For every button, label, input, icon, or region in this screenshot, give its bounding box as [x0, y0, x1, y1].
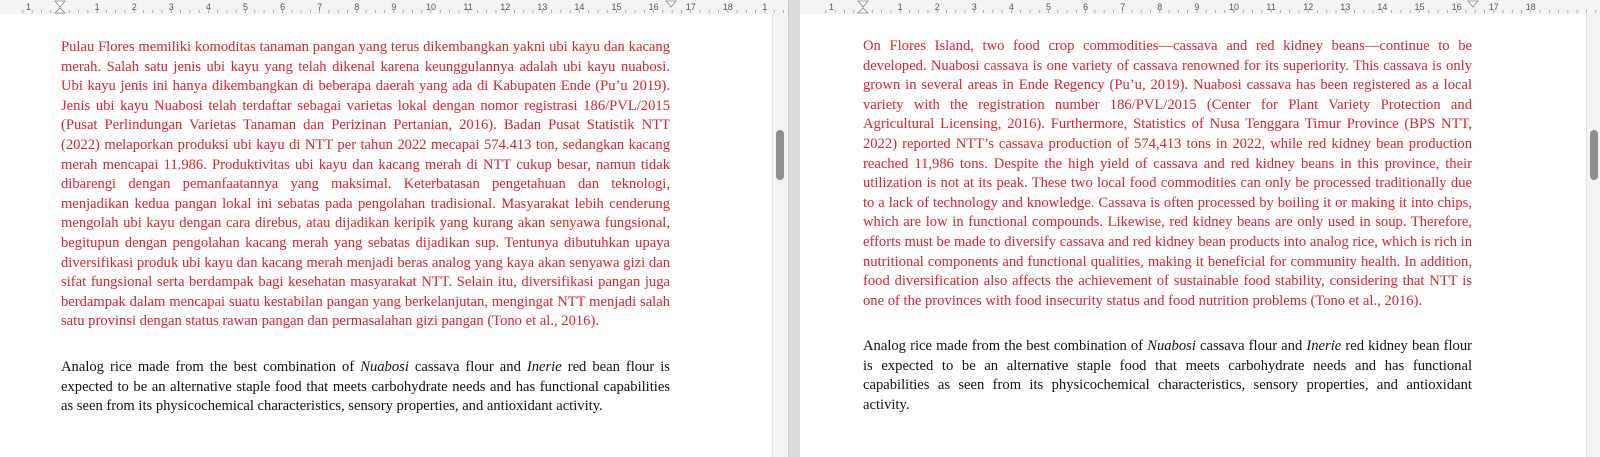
left-indent-marker — [55, 1, 65, 7]
ruler-number: 1 — [94, 2, 100, 12]
left-indent-marker — [858, 1, 868, 7]
ruler-number: 5 — [242, 2, 249, 12]
ruler-number: 18 — [1525, 2, 1536, 12]
right-document-pane — [800, 0, 1600, 457]
hanging-indent-marker — [858, 8, 868, 13]
right-italic-nuabosi: Nuabosi — [1147, 338, 1196, 354]
left-italic-nuabosi: Nuabosi — [360, 359, 409, 375]
ruler-number: 10 — [425, 2, 437, 12]
right-scroll-thumb[interactable] — [1590, 130, 1598, 180]
right-black-text-2: cassava flour and — [1195, 338, 1307, 354]
ruler-number: 11 — [1266, 2, 1276, 12]
ruler-number: 1 — [897, 2, 903, 12]
left-black-paragraph — [61, 358, 670, 417]
left-red-paragraph: Pulau Flores memiliki komoditas tanaman pangan yang terus dikembangkan yakni ubi kayu dan kacang merah. Salah satu jenis ubi kayu yang telah dikenal karena keunggulannya adalah ubi kayu nuabosi. Ubi kayu jenis ini hanya dikembangkan di beberapa daerah yang ada di Kabupaten Ende (Pu’u 2019). Jenis ubi kayu Nuabosi telah terdaftar sebagai varietas lokal dengan nomor registrasi 186/PVL/2015 (Pusat Perlindungan Varietas Tanaman dan Perizinan Pertanian, 2016). Badan Pusat Statistik NTT (2022) melaporkan produksi ubi kayu di NTT per tahun 2022 mecapai 574.413 ton, sedangkan kacang merah mencapai 11.986. Produktivitas ubi kayu dan kacang merah di NTT cukup besar, namun tidak dibarengi dengan pemanfaatannya yang maksimal. Keterbatasan pengetahuan dan teknologi, menjadikan kedua pangan lokal ini sebatas pada pengolahan tradisional. Masyarakat lebih cenderung mengolah ubi kayu dengan cara direbus, atau dijadikan keripik yang kurang akan senyawa fungsional, begitupun dengan pengolahan kacang merah yang sebatas dijadikan sup. Tentunya dibutuhkan upaya diversifikasi produk ubi kayu dan kacang merah menjadi beras analog yang kaya akan senyawa gizi dan sifat fungsional serta berdampak bagi kesehatan masyarakat NTT. Selain itu, diversifikasi pangan juga berdampak dalam mencapai suatu kestabilan pangan yang berkelanjutan, mengingat NTT menjadi salah satu provinsi dengan status rawan pangan dan permasalahan gizi pangan (Tono et al., 2016). — [61, 39, 670, 330]
right-indent-marker — [1468, 1, 1478, 7]
left-page[interactable] — [0, 14, 774, 457]
right-red-paragraph: On Flores Island, two food crop commodities—cassava and red kidney beans—continue to be developed. Nuabosi cassava is one variety of cassava renowned for its superiority. This cassava is only grown in several areas in Ende Regency (Pu’u, 2019). Nuabosi cassava has been registered as a local variety with the registration number 186/PVL/2015 (Center for Plant Variety Protection and Agricultural Licensing, 2016). Furthermore, Statistics of Nusa Tenggara Timur Province (BPS NTT, 2022) reported NTT’s cassava production of 574,413 tons in 2022, while red kidney bean production reached 11,986 tons. Despite the high yield of cassava and red kidney beans in this province, their utilization is not at its peak. These two local food commodities can only be processed traditionally due to a lack of technology and knowledge. Cassava is often processed by boiling it or making it into chips, which are low in functional compounds. Likewise, red kidney beans are only used in soup. Therefore, efforts must be made to diversify cassava and red kidney bean products into analog rice, which is rich in nutritional components and functional qualities, making it beneficial for community health. In addition, food diversification also affects the achievement of sustainable food stability, considering that NTT is one of the provinces with food insecurity status and food nutrition problems (Tono et al., 2016). — [863, 38, 1472, 309]
ruler-number: 7 — [317, 2, 323, 12]
left-italic-inerie: Inerie — [526, 359, 562, 375]
ruler-number: 15 — [1414, 2, 1425, 12]
ruler-number: 1 — [828, 2, 834, 12]
right-italic-inerie: Inerie — [1306, 338, 1342, 354]
ruler-number: 6 — [280, 2, 286, 12]
ruler-number: 14 — [1377, 2, 1388, 12]
ruler-number: 13 — [1340, 2, 1351, 12]
ruler-number: 9 — [391, 2, 397, 12]
ruler-number: 12 — [500, 2, 511, 12]
left-scrollbar[interactable] — [772, 14, 787, 457]
ruler-number: 4 — [1008, 2, 1014, 12]
left-black-text-1: Analog rice made from the best combination of — [61, 359, 361, 375]
right-ruler[interactable] — [800, 0, 1600, 15]
ruler-number: 17 — [685, 2, 696, 12]
left-black-text-2: cassava flour and — [408, 359, 527, 375]
right-indent-marker — [666, 1, 676, 7]
ruler-number: 2 — [934, 2, 940, 12]
hanging-indent-marker — [55, 8, 65, 13]
left-ruler[interactable] — [0, 0, 788, 15]
ruler-number: 2 — [131, 2, 137, 12]
right-black-text-1: Analog rice made from the best combination of — [863, 338, 1148, 354]
ruler-number: 1 — [762, 2, 768, 12]
ruler-number: 12 — [1303, 2, 1314, 12]
right-scrollbar[interactable] — [1586, 14, 1600, 457]
ruler-number: 8 — [354, 2, 360, 12]
ruler-number: 13 — [537, 2, 548, 12]
ruler-number: 15 — [611, 2, 622, 12]
right-black-paragraph — [863, 337, 1472, 415]
ruler-number: 11 — [463, 2, 473, 12]
ruler-number: 18 — [722, 2, 733, 12]
right-page[interactable] — [800, 14, 1586, 457]
ruler-number: 10 — [1228, 2, 1240, 12]
right-ruler-ticks — [800, 0, 1600, 14]
left-document-pane — [0, 0, 788, 457]
ruler-number: 16 — [1451, 2, 1462, 12]
left-scroll-thumb[interactable] — [776, 130, 784, 180]
ruler-number: 7 — [1120, 2, 1126, 12]
ruler-number: 6 — [1083, 2, 1089, 12]
ruler-number: 1 — [25, 2, 31, 12]
ruler-number: 3 — [971, 2, 977, 12]
ruler-number: 9 — [1194, 2, 1200, 12]
ruler-number: 8 — [1157, 2, 1163, 12]
ruler-number: 3 — [168, 2, 174, 12]
right-black-text-3: red kidney bean flour is expected to be an alternative staple food that meets carbohydrate needs and has functional capabilities as seen from its physicochemical characteristics, sensory properties, and antioxidant activity. — [863, 338, 1472, 413]
ruler-number: 5 — [1045, 2, 1052, 12]
ruler-number: 14 — [574, 2, 585, 12]
left-ruler-ticks — [0, 0, 788, 14]
ruler-number: 4 — [205, 2, 211, 12]
ruler-number: 16 — [648, 2, 659, 12]
ruler-number: 17 — [1488, 2, 1499, 12]
left-black-text-3: red bean flour is expected to be an alternative staple food that meets carbohydrate needs and has functional capabilities as seen from its physicochemical characteristics, sensory properties, and antioxidant activity. — [61, 359, 670, 415]
